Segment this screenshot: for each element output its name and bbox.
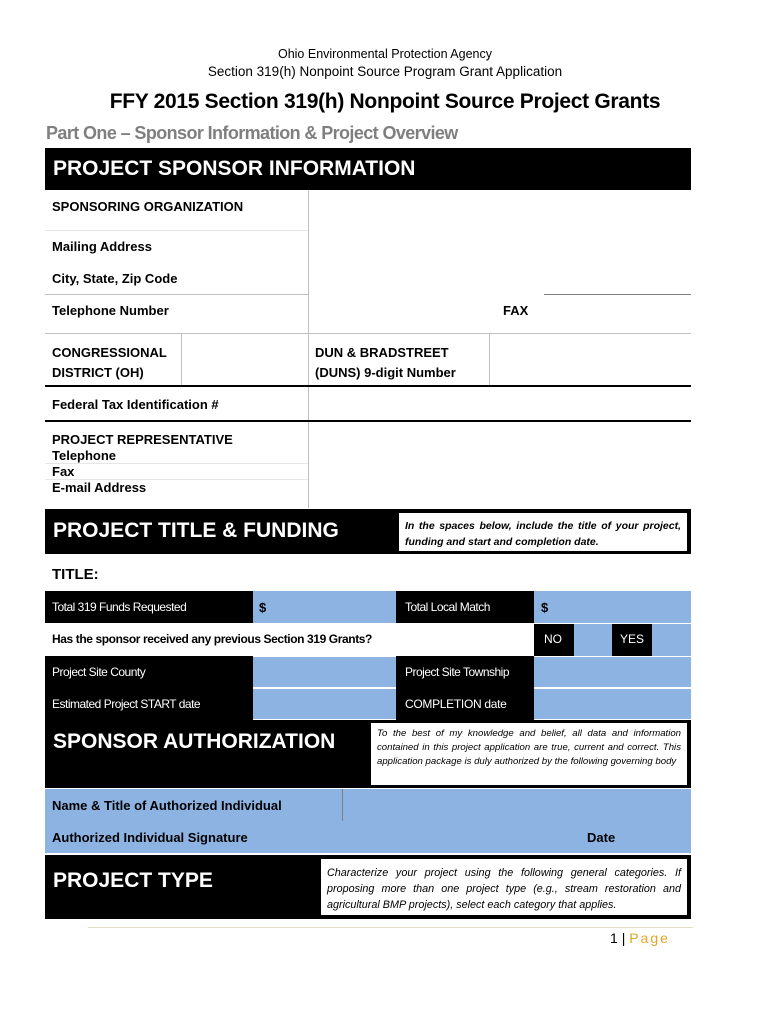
completion-date-field[interactable] [534,689,691,719]
start-date-field[interactable] [253,689,396,719]
project-type-note: Characterize your project using the following general categories. If proposing more than one project type (e.g., stream restoration and agricultural BMP projects), select each category that applies. [320,858,688,916]
start-date-label: Estimated Project START date [52,697,201,711]
mailing-address-label: Mailing Address [52,239,152,254]
congressional-district-label [52,343,167,383]
telephone-label: Telephone Number [52,303,169,318]
start-date-cell [45,688,253,720]
signature-field[interactable] [343,821,533,853]
mailing-address-field[interactable] [309,232,691,262]
project-rep-field[interactable] [309,423,691,508]
document-title: FFY 2015 Section 319(h) Nonpoint Source Project Grants [109,90,661,113]
yes-checkbox[interactable] [652,624,691,656]
congressional-line-1: CONGRESSIONAL [52,345,167,360]
project-type-heading: PROJECT TYPE [53,869,213,892]
duns-line-2: (DUNS) 9-digit Number [315,365,456,380]
total-319-field[interactable] [253,591,396,623]
no-label: NO [544,632,562,646]
date-label: Date [587,830,616,845]
total-319-label: Total 319 Funds Requested [52,600,187,614]
site-township-cell [396,656,534,688]
title-funding-note: In the spaces below, include the title of your project, funding and start and completion date. [398,512,688,552]
rep-email-label: E-mail Address [52,480,147,495]
sponsor-info-header [45,148,691,190]
no-cell [534,624,574,656]
site-county-cell [45,656,253,688]
site-county-label: Project Site County [52,665,146,679]
telephone-field[interactable] [309,296,489,332]
sponsoring-org-label: SPONSORING ORGANIZATION [52,199,244,214]
total-319-cell [45,591,253,623]
total-local-field[interactable] [534,591,691,623]
completion-date-cell [396,688,534,720]
authorization-heading: SPONSOR AUTHORIZATION [53,730,336,753]
title-label: TITLE: [52,566,99,583]
duns-label [315,343,456,383]
dollar-sign-local: $ [541,600,549,615]
site-township-field[interactable] [534,657,691,687]
fax-label: FAX [503,303,529,318]
rep-telephone-label: Telephone [52,448,117,463]
city-state-zip-label: City, State, Zip Code [52,271,178,286]
title-funding-heading: PROJECT TITLE & FUNDING [53,519,339,542]
agency-name: Ohio Environmental Protection Agency [277,47,492,61]
page-separator: | [621,930,626,946]
name-title-field[interactable] [343,789,691,821]
no-checkbox[interactable] [574,624,612,656]
title-field[interactable] [110,560,690,590]
sponsor-info-heading: PROJECT SPONSOR INFORMATION [53,157,416,180]
total-local-cell [396,591,534,623]
total-local-label: Total Local Match [405,600,490,614]
project-rep-label: PROJECT REPRESENTATIVE [52,432,233,447]
congressional-line-2: DISTRICT (OH) [52,365,144,380]
federal-tax-label: Federal Tax Identification # [52,397,219,412]
completion-date-label: COMPLETION date [405,697,507,711]
program-name: Section 319(h) Nonpoint Source Program Grant Application [207,64,563,79]
name-title-label: Name & Title of Authorized Individual [52,798,282,813]
rep-fax-label: Fax [52,464,75,479]
page-footer [610,930,670,946]
duns-line-1: DUN & BRADSTREET [315,345,449,360]
part-title: Part One – Sponsor Information & Project Overview [46,123,458,143]
site-county-field[interactable] [253,657,396,687]
previous-grants-question: Has the sponsor received any previous Section 319 Grants? [52,632,372,646]
authorization-note: To the best of my knowledge and belief, all data and information contained in this project application are true, current and correct. This application package is duly authorized by the following governing body [370,722,688,786]
duns-field[interactable] [490,334,691,386]
site-township-label: Project Site Township [405,665,510,679]
dollar-sign-319: $ [259,600,267,615]
federal-tax-field[interactable] [309,388,691,420]
signature-label: Authorized Individual Signature [52,830,248,845]
congressional-district-field[interactable] [182,334,308,386]
page-word: Page [629,930,670,946]
city-state-zip-field[interactable] [309,264,691,294]
yes-label: YES [620,632,645,646]
page-number: 1 [610,930,618,946]
fax-field[interactable] [544,296,691,332]
yes-cell [612,624,652,656]
sponsoring-org-field[interactable] [309,190,691,230]
